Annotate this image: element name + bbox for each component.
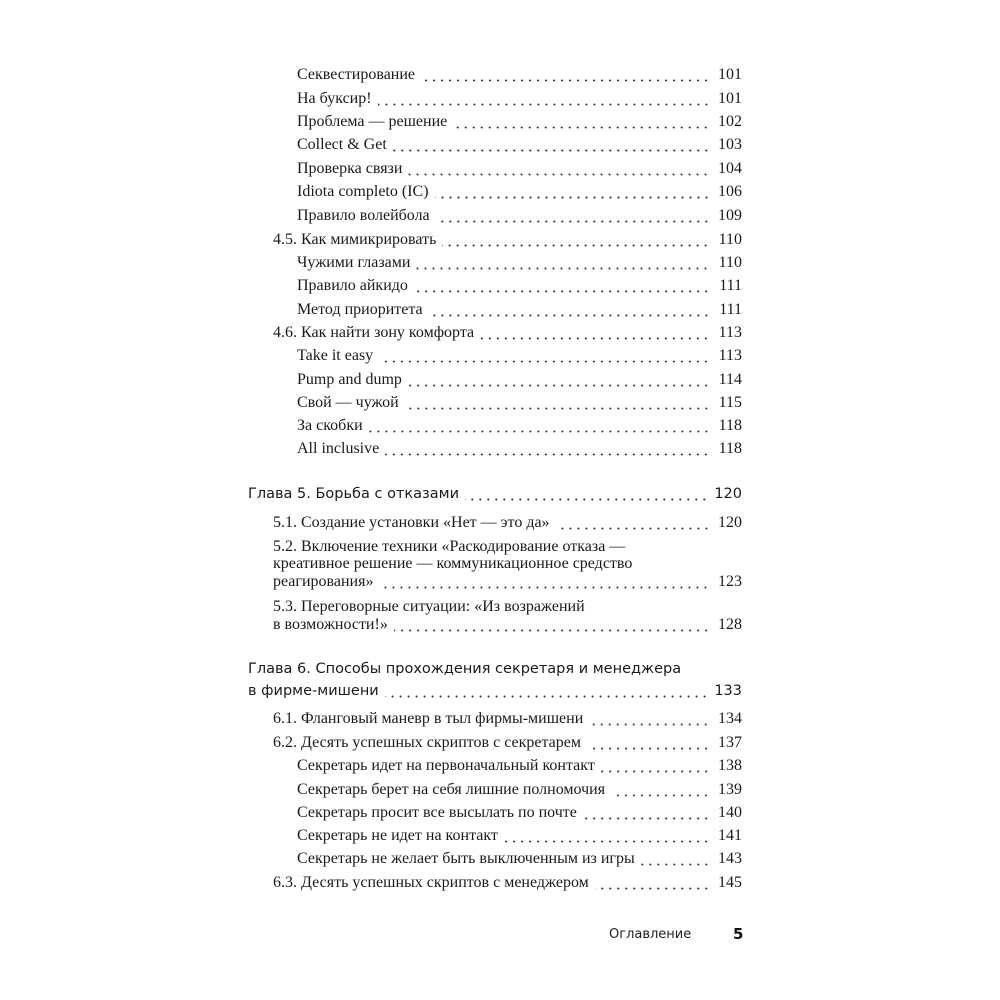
toc-page-number: 120 xyxy=(718,514,742,531)
dot-leader xyxy=(465,498,708,501)
toc-entry[interactable] xyxy=(297,111,742,135)
toc-chapter-title: в фирме-мишени xyxy=(248,683,379,699)
toc-entry-line: 5.2. Включение техники «Раскодирование отказа — xyxy=(273,538,626,555)
toc-page-number: 134 xyxy=(718,710,742,727)
dot-leader xyxy=(394,629,710,632)
dot-leader xyxy=(442,244,710,247)
toc-page-number: 111 xyxy=(719,277,742,294)
toc-entry-title: За скобки xyxy=(297,417,363,434)
toc-entry-title: 6.2. Десять успешных скриптов с секретарем xyxy=(273,734,581,751)
toc-section-entry[interactable] xyxy=(273,322,742,346)
toc-page-number: 123 xyxy=(718,573,742,590)
dot-leader xyxy=(595,887,710,890)
toc-entry[interactable] xyxy=(297,415,742,439)
toc-chapter-line: Глава 6. Способы прохождения секретаря и менеджера xyxy=(248,661,682,677)
toc-entry-title: Правило волейбола xyxy=(297,207,430,224)
toc-entry[interactable] xyxy=(297,88,742,112)
dot-leader xyxy=(583,817,710,820)
toc-entry[interactable] xyxy=(297,181,742,205)
dot-leader xyxy=(556,527,710,530)
toc-entry-line: 5.3. Переговорные ситуации: «Из возражений xyxy=(273,598,585,615)
toc-entry[interactable] xyxy=(297,134,742,158)
toc-page-number: 137 xyxy=(718,734,742,751)
dot-leader xyxy=(641,863,710,866)
toc-entry-title: Чужими глазами xyxy=(297,254,411,271)
toc-entry[interactable] xyxy=(297,755,742,779)
toc-entry-title: Секретарь не идет на контакт xyxy=(297,827,498,844)
toc-chapter-title: Глава 5. Борьба с отказами xyxy=(248,486,459,502)
dot-leader xyxy=(379,360,710,363)
dot-leader xyxy=(378,103,710,106)
toc-entry-title: Свой — чужой xyxy=(297,394,399,411)
toc-page-number: 141 xyxy=(718,827,742,844)
toc-entry[interactable] xyxy=(297,64,742,88)
dot-leader xyxy=(408,384,710,387)
toc-entry-title: На буксир! xyxy=(297,90,372,107)
toc-entry[interactable] xyxy=(297,275,742,299)
toc-entry-title: Секретарь просит все высылать по почте xyxy=(297,804,577,821)
toc-entry[interactable] xyxy=(297,802,742,826)
toc-entry[interactable] xyxy=(297,438,742,462)
toc-section-entry[interactable] xyxy=(273,708,742,732)
dot-leader xyxy=(379,586,710,589)
dot-leader xyxy=(504,840,710,843)
toc-page-number: 139 xyxy=(718,781,742,798)
toc-page-number: 118 xyxy=(718,440,742,457)
toc-entry[interactable] xyxy=(297,848,742,872)
toc-page-number: 101 xyxy=(718,66,742,83)
toc-entry[interactable] xyxy=(297,825,742,849)
toc-entry-title: Проблема — решение xyxy=(297,113,448,130)
toc-page-number: 106 xyxy=(718,183,742,200)
dot-leader xyxy=(480,337,710,340)
dot-leader xyxy=(385,695,709,698)
toc-page-number: 128 xyxy=(718,616,742,633)
toc-section-entry[interactable] xyxy=(273,229,742,253)
toc-page-number: 133 xyxy=(714,683,742,699)
toc-page-number: 110 xyxy=(718,254,742,271)
toc-page-number: 118 xyxy=(718,417,742,434)
toc-entry-title: 6.3. Десять успешных скриптов с менеджером xyxy=(273,874,589,891)
dot-leader xyxy=(587,747,710,750)
toc-entry-title: Проверка связи xyxy=(297,160,403,177)
toc-entry-title: Pump and dump xyxy=(297,371,402,388)
toc-entry-title: 4.6. Как найти зону комфорта xyxy=(273,324,475,341)
toc-page-number: 113 xyxy=(718,324,742,341)
toc-chapter-entry[interactable] xyxy=(248,483,742,507)
dot-leader xyxy=(405,407,710,410)
dot-leader xyxy=(408,173,710,176)
toc-entry[interactable] xyxy=(297,252,742,276)
toc-page-number: 145 xyxy=(718,874,742,891)
toc-section-entry[interactable] xyxy=(273,571,742,595)
toc-entry[interactable] xyxy=(297,158,742,182)
toc-entry[interactable] xyxy=(297,299,742,323)
toc-entry-title: 5.1. Создание установки «Нет — это да» xyxy=(273,514,550,531)
toc-page-number: 115 xyxy=(718,394,742,411)
dot-leader xyxy=(421,79,710,82)
toc-page-number: 110 xyxy=(718,231,742,248)
page-number: 5 xyxy=(733,925,744,943)
toc-entry[interactable] xyxy=(297,392,742,416)
toc-entry-title: реагирования» xyxy=(273,573,374,590)
dot-leader xyxy=(414,290,710,293)
toc-entry[interactable] xyxy=(297,369,742,393)
toc-entry-title: Idiota completo (IC) xyxy=(297,183,429,200)
toc-page-number: 103 xyxy=(718,136,742,153)
toc-entry-title: Секвестирование xyxy=(297,66,416,83)
toc-entry-title: Секретарь идет на первоначальный контакт xyxy=(297,757,595,774)
toc-entry-title: Секретарь берет на себя лишние полномочия xyxy=(297,781,606,798)
toc-page-number: 109 xyxy=(718,207,742,224)
dot-leader xyxy=(369,430,710,433)
toc-section-entry[interactable] xyxy=(273,732,742,756)
toc-entry[interactable] xyxy=(297,779,742,803)
dot-leader xyxy=(453,126,710,129)
toc-page-number: 104 xyxy=(718,160,742,177)
dot-leader xyxy=(429,314,710,317)
toc-entry[interactable] xyxy=(297,345,742,369)
toc-chapter-entry[interactable] xyxy=(248,680,742,704)
dot-leader xyxy=(601,770,710,773)
toc-page-number: 120 xyxy=(714,486,742,502)
toc-entry[interactable] xyxy=(297,205,742,229)
dot-leader xyxy=(385,453,710,456)
running-footer-label: Оглавление xyxy=(609,927,692,942)
dot-leader xyxy=(436,220,710,223)
toc-entry-line: креативное решение — коммуникационное средство xyxy=(273,555,633,572)
toc-entry-title: Секретарь не желает быть выключенным из игры xyxy=(297,850,635,867)
toc-page-number: 143 xyxy=(718,850,742,867)
toc-entry-title: Правило айкидо xyxy=(297,277,408,294)
toc-section-entry[interactable] xyxy=(273,614,742,638)
toc-page-number: 102 xyxy=(718,113,742,130)
toc-entry-title: 6.1. Фланговый маневр в тыл фирмы-мишени xyxy=(273,710,584,727)
toc-page-number: 140 xyxy=(718,804,742,821)
toc-section-entry[interactable] xyxy=(273,512,742,536)
toc-section-entry[interactable] xyxy=(273,872,742,896)
toc-entry-title: в возможности!» xyxy=(273,616,388,633)
toc-page-number: 101 xyxy=(718,90,742,107)
dot-leader xyxy=(435,196,710,199)
toc-page-number: 114 xyxy=(718,371,742,388)
toc-page-number: 138 xyxy=(718,757,742,774)
toc-page-number: 113 xyxy=(718,347,742,364)
dot-leader xyxy=(393,149,710,152)
toc-entry-title: Collect & Get xyxy=(297,136,387,153)
toc-page-number: 111 xyxy=(719,301,742,318)
dot-leader xyxy=(416,267,710,270)
toc-entry-title: All inclusive xyxy=(297,440,380,457)
dot-leader xyxy=(611,794,710,797)
toc-entry-title: Метод приоритета xyxy=(297,301,423,318)
toc-entry-title: Take it easy xyxy=(297,347,374,364)
dot-leader xyxy=(589,723,710,726)
toc-entry-title: 4.5. Как мимикрировать xyxy=(273,231,437,248)
